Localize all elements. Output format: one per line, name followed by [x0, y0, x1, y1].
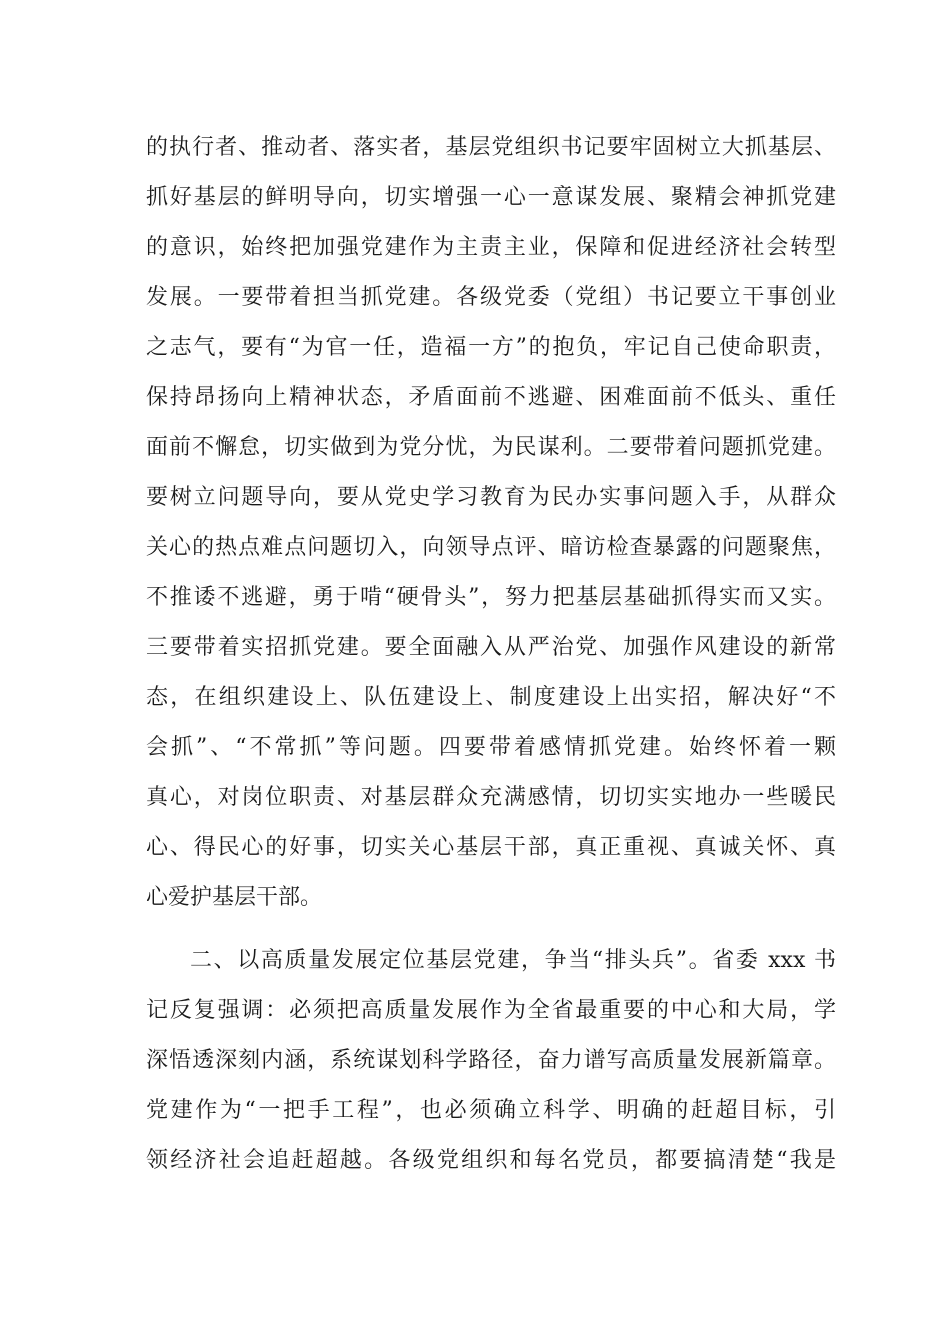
- paragraph-1-line-1: 的执行者、推动者、落实者，基层党组织书记要牢固树立大抓基层、: [146, 135, 836, 160]
- paragraph-2-line-5: 领经济社会追赶超越。各级党组织和每名党员，都要搞清楚“我是: [146, 1148, 836, 1173]
- paragraph-1-line-8: 要树立问题导向，要从党史学习教育为民办实事问题入手，从群众: [146, 485, 836, 510]
- paragraph-1-line-7: 面前不懈怠，切实做到为党分忧，为民谋利。二要带着问题抓党建。: [146, 435, 836, 460]
- paragraph-1-line-10: 不推诿不逃避，勇于啃“硬骨头”，努力把基层基础抓得实而又实。: [146, 585, 836, 610]
- paragraph-1-line-9: 关心的热点难点问题切入，向领导点评、暗访检查暴露的问题聚焦，: [146, 535, 836, 560]
- paragraph-2-line-1: 二、以高质量发展定位基层党建，争当“排头兵”。省委 xxx 书: [190, 948, 836, 973]
- paragraph-1-line-14: 真心，对岗位职责、对基层群众充满感情，切切实实地办一些暖民: [146, 785, 836, 810]
- paragraph-2-line-4: 党建作为“一把手工程”，也必须确立科学、明确的赶超目标，引: [146, 1098, 836, 1123]
- paragraph-1-line-4: 发展。一要带着担当抓党建。各级党委（党组）书记要立干事创业: [146, 285, 836, 310]
- paragraph-2-line-3: 深悟透深刻内涵，系统谋划科学路径，奋力谱写高质量发展新篇章。: [146, 1048, 836, 1073]
- paragraph-1-line-6: 保持昂扬向上精神状态，矛盾面前不逃避、困难面前不低头、重任: [146, 385, 836, 410]
- paragraph-1-line-13: 会抓”、“不常抓”等问题。四要带着感情抓党建。始终怀着一颗: [146, 735, 836, 760]
- paragraph-1-line-11: 三要带着实招抓党建。要全面融入从严治党、加强作风建设的新常: [146, 635, 836, 660]
- paragraph-1-line-16: 心爱护基层干部。: [146, 885, 323, 910]
- paragraph-2-line-2: 记反复强调：必须把高质量发展作为全省最重要的中心和大局，学: [146, 998, 836, 1023]
- paragraph-1-line-2: 抓好基层的鲜明导向，切实增强一心一意谋发展、聚精会神抓党建: [146, 185, 836, 210]
- paragraph-1-line-15: 心、得民心的好事，切实关心基层干部，真正重视、真诚关怀、真: [146, 835, 836, 860]
- paragraph-1-line-12: 态，在组织建设上、队伍建设上、制度建设上出实招，解决好“不: [146, 685, 836, 710]
- paragraph-1-line-3: 的意识，始终把加强党建作为主责主业，保障和促进经济社会转型: [146, 235, 836, 260]
- paragraph-1-line-5: 之志气，要有“为官一任，造福一方”的抱负，牢记自己使命职责，: [146, 335, 836, 360]
